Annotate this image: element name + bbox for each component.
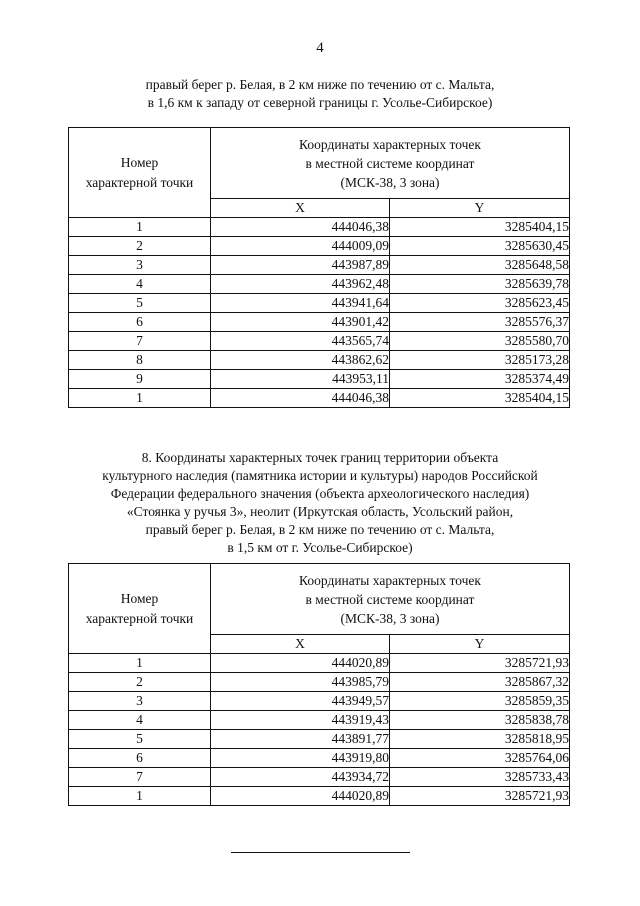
table-row [69, 256, 570, 275]
table-row [69, 673, 570, 692]
x-coordinate-cell: 443934,72 [211, 768, 390, 787]
x-coordinate-cell: 444046,38 [211, 389, 390, 408]
point-number-cell: 1 [69, 787, 211, 806]
table-row [69, 351, 570, 370]
y-coordinate-cell: 3285404,15 [390, 389, 570, 408]
table-row [69, 275, 570, 294]
table-row [69, 749, 570, 768]
table-row [69, 237, 570, 256]
y-coordinate-cell: 3285630,45 [390, 237, 570, 256]
point-number-header [69, 564, 211, 654]
coordinates-header [211, 128, 570, 199]
point-number-cell: 2 [69, 237, 211, 256]
point-number-cell: 1 [69, 389, 211, 408]
table-row [69, 218, 570, 237]
x-column-header: X [211, 199, 390, 218]
y-coordinate-cell: 3285721,93 [390, 787, 570, 806]
header-line: Номер [120, 590, 159, 606]
caption-line: в 1,6 км к западу от северной границы г. Усолье-Сибирское) [147, 95, 493, 110]
point-number-cell: 3 [69, 256, 211, 275]
x-coordinate-cell: 443962,48 [211, 275, 390, 294]
x-coordinate-cell: 443901,42 [211, 313, 390, 332]
y-coordinate-cell: 3285580,70 [390, 332, 570, 351]
page-number: 4 [316, 40, 324, 56]
x-column-header: X [211, 635, 390, 654]
table2-caption [0, 449, 640, 557]
table-row [69, 294, 570, 313]
x-coordinate-cell: 443891,77 [211, 730, 390, 749]
header-line: в местной системе координат [305, 591, 475, 607]
x-coordinate-cell: 443919,80 [211, 749, 390, 768]
coordinates-table-1 [68, 127, 570, 408]
x-coordinate-cell: 443941,64 [211, 294, 390, 313]
x-coordinate-cell: 444046,38 [211, 218, 390, 237]
y-coordinate-cell: 3285173,28 [390, 351, 570, 370]
point-number-cell: 7 [69, 768, 211, 787]
point-number-cell: 1 [69, 654, 211, 673]
caption-line: 8. Координаты характерных точек границ территории объекта [141, 450, 499, 465]
header-line: Координаты характерных точек [299, 572, 481, 588]
header-line: в местной системе координат [305, 155, 475, 171]
x-coordinate-cell: 443985,79 [211, 673, 390, 692]
point-number-cell: 9 [69, 370, 211, 389]
table-row [69, 692, 570, 711]
x-coordinate-cell: 444020,89 [211, 787, 390, 806]
x-coordinate-cell: 443949,57 [211, 692, 390, 711]
y-coordinate-cell: 3285639,78 [390, 275, 570, 294]
x-coordinate-cell: 443565,74 [211, 332, 390, 351]
table-row [69, 370, 570, 389]
table1-caption [0, 76, 640, 112]
x-coordinate-cell: 443953,11 [211, 370, 390, 389]
point-number-cell: 3 [69, 692, 211, 711]
point-number-cell: 5 [69, 294, 211, 313]
y-column-header: Y [390, 199, 570, 218]
table-row [69, 787, 570, 806]
caption-line: «Стоянка у ручья 3», неолит (Иркутская область, Усольский район, [126, 504, 514, 519]
point-number-cell: 2 [69, 673, 211, 692]
point-number-cell: 4 [69, 711, 211, 730]
caption-line: правый берег р. Белая, в 2 км ниже по течению от с. Мальта, [145, 77, 495, 92]
header-line: (МСК-38, 3 зона) [340, 610, 440, 626]
coordinates-table-2 [68, 563, 570, 806]
table-row [69, 389, 570, 408]
coordinates-header [211, 564, 570, 635]
table-row [69, 654, 570, 673]
y-coordinate-cell: 3285733,43 [390, 768, 570, 787]
point-number-header [69, 128, 211, 218]
point-number-cell: 1 [69, 218, 211, 237]
point-number-cell: 6 [69, 749, 211, 768]
header-line: Номер [120, 154, 159, 170]
table-row [69, 332, 570, 351]
header-line: характерной точки [85, 174, 194, 190]
point-number-cell: 8 [69, 351, 211, 370]
point-number-cell: 6 [69, 313, 211, 332]
x-coordinate-cell: 443862,62 [211, 351, 390, 370]
y-coordinate-cell: 3285764,06 [390, 749, 570, 768]
caption-line: правый берег р. Белая, в 2 км ниже по течению от с. Мальта, [145, 522, 495, 537]
table-row [69, 768, 570, 787]
footer-rule [231, 852, 410, 853]
table-row [69, 313, 570, 332]
x-coordinate-cell: 443919,43 [211, 711, 390, 730]
x-coordinate-cell: 444009,09 [211, 237, 390, 256]
y-coordinate-cell: 3285576,37 [390, 313, 570, 332]
header-line: Координаты характерных точек [299, 136, 481, 152]
header-line: характерной точки [85, 610, 194, 626]
y-coordinate-cell: 3285867,32 [390, 673, 570, 692]
y-coordinate-cell: 3285818,95 [390, 730, 570, 749]
point-number-cell: 5 [69, 730, 211, 749]
x-coordinate-cell: 444020,89 [211, 654, 390, 673]
y-column-header: Y [390, 635, 570, 654]
table-row [69, 711, 570, 730]
caption-line: в 1,5 км от г. Усолье-Сибирское) [227, 540, 413, 555]
point-number-cell: 7 [69, 332, 211, 351]
y-coordinate-cell: 3285859,35 [390, 692, 570, 711]
y-coordinate-cell: 3285721,93 [390, 654, 570, 673]
caption-line: Федерации федерального значения (объекта археологического наследия) [110, 486, 530, 501]
y-coordinate-cell: 3285374,49 [390, 370, 570, 389]
table-row [69, 730, 570, 749]
header-line: (МСК-38, 3 зона) [340, 174, 440, 190]
x-coordinate-cell: 443987,89 [211, 256, 390, 275]
y-coordinate-cell: 3285404,15 [390, 218, 570, 237]
y-coordinate-cell: 3285648,58 [390, 256, 570, 275]
y-coordinate-cell: 3285838,78 [390, 711, 570, 730]
caption-line: культурного наследия (памятника истории и культуры) народов Российской [102, 468, 538, 483]
y-coordinate-cell: 3285623,45 [390, 294, 570, 313]
point-number-cell: 4 [69, 275, 211, 294]
